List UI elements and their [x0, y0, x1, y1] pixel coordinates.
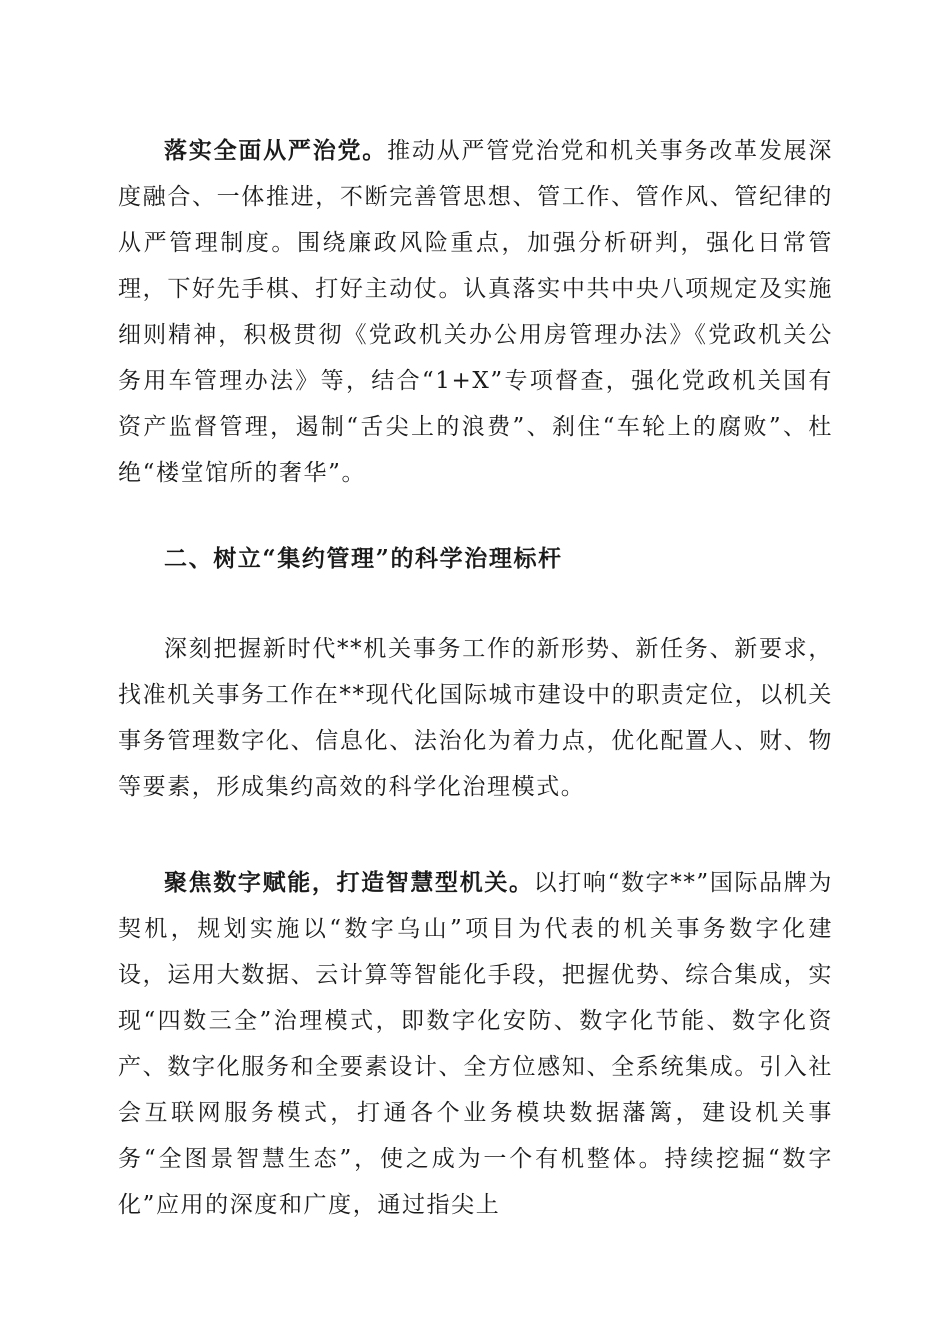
paragraph-lead-strict-governance: 落实全面从严治党。 — [164, 137, 388, 164]
paragraph-digital-empowerment — [118, 860, 833, 1228]
document-body — [118, 128, 833, 1228]
paragraph-body-strict-governance: 推动从严管党治党和机关事务改革发展深度融合、一体推进，不断完善管思想、管工作、管作风、管纪律的从严管理制度。围绕廉政风险重点，加强分析研判，强化日常管理，下好先手棋、打好主动仗。认真落实中共中央八项规定及实施细则精神，积极贯彻《党政机关办公用房管理办法》《党政机关公务用车管理办法》等，结合“1+X”专项督查，强化党政机关国有资产监督管理，遏制“舌尖上的浪费”、刹住“车轮上的腐败”、杜绝“楼堂馆所的奢华”。 — [118, 138, 833, 486]
paragraph-strict-governance — [118, 128, 833, 496]
paragraph-lead-digital-empowerment: 聚焦数字赋能，打造智慧型机关。 — [164, 869, 534, 896]
paragraph-body-digital-empowerment: 以打响“数字**”国际品牌为契机，规划实施以“数字乌山”项目为代表的机关事务数字化建设，运用大数据、云计算等智能化手段，把握优势、综合集成，实现“四数三全”治理模式，即数字化安防、数字化节能、数字化资产、数字化服务和全要素设计、全方位感知、全系统集成。引入社会互联网服务模式，打通各个业务模块数据藩篱，建设机关事务“全图景智慧生态”，使之成为一个有机整体。持续挖掘“数字化”应用的深度和广度，通过指尖上 — [118, 870, 833, 1218]
paragraph-new-era: 深刻把握新时代**机关事务工作的新形势、新任务、新要求，找准机关事务工作在**现代化国际城市建设中的职责定位，以机关事务管理数字化、信息化、法治化为着力点，优化配置人、财、物等要素，形成集约高效的科学化治理模式。 — [118, 636, 833, 800]
section-heading-intensive-management: 二、树立“集约管理”的科学治理标杆 — [164, 545, 563, 572]
